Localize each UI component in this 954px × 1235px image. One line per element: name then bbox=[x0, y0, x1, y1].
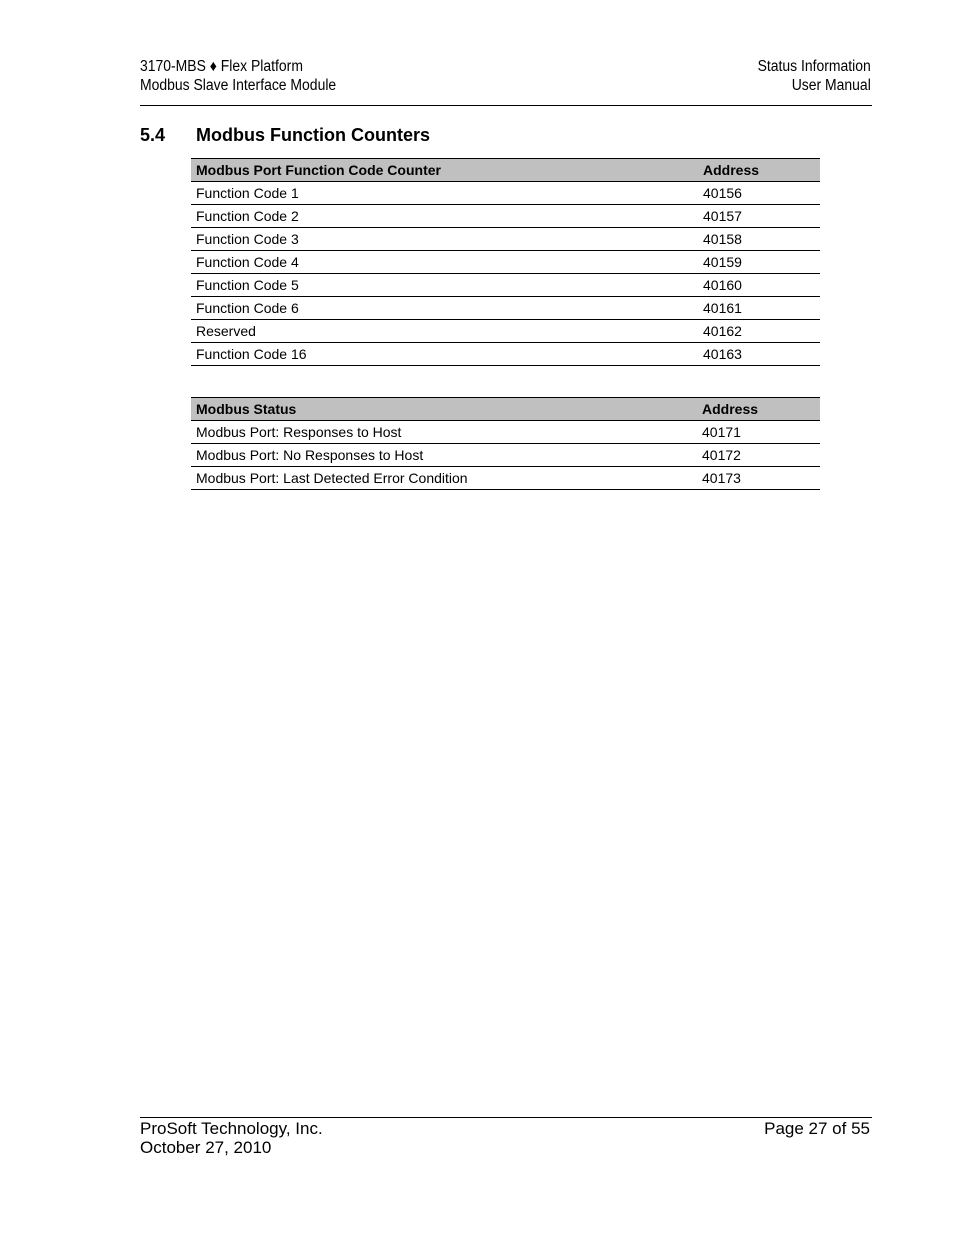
status-name: Modbus Port: Responses to Host bbox=[191, 421, 697, 444]
counter-address: 40161 bbox=[698, 297, 820, 320]
footer-divider bbox=[140, 1117, 872, 1118]
status-name: Modbus Port: No Responses to Host bbox=[191, 444, 697, 467]
column-header-address: Address bbox=[697, 398, 820, 421]
column-header-status: Modbus Status bbox=[191, 398, 697, 421]
table-header-row bbox=[191, 159, 820, 182]
function-code-counter-table bbox=[191, 158, 820, 366]
table-row bbox=[191, 421, 820, 444]
header-product: 3170-MBS ♦ Flex Platform bbox=[140, 58, 303, 75]
status-address: 40171 bbox=[697, 421, 820, 444]
header-right bbox=[758, 57, 871, 95]
header-chapter: Status Information bbox=[757, 58, 871, 75]
table-row bbox=[191, 228, 820, 251]
counter-name: Function Code 1 bbox=[191, 182, 698, 205]
counter-name: Function Code 6 bbox=[191, 297, 698, 320]
table-row bbox=[191, 297, 820, 320]
column-header-address: Address bbox=[698, 159, 820, 182]
counter-address: 40158 bbox=[698, 228, 820, 251]
section-number: 5.4 bbox=[140, 125, 166, 145]
footer-left bbox=[140, 1119, 323, 1157]
table-row bbox=[191, 467, 820, 490]
table-row bbox=[191, 343, 820, 366]
status-name: Modbus Port: Last Detected Error Condition bbox=[191, 467, 697, 490]
column-header-counter: Modbus Port Function Code Counter bbox=[191, 159, 698, 182]
counter-name: Function Code 4 bbox=[191, 251, 698, 274]
counter-address: 40163 bbox=[698, 343, 820, 366]
footer-right bbox=[764, 1119, 870, 1138]
page-number: Page 27 of 55 bbox=[764, 1119, 870, 1138]
table-row bbox=[191, 274, 820, 297]
counter-address: 40157 bbox=[698, 205, 820, 228]
header-manual: User Manual bbox=[791, 77, 871, 94]
counter-name: Function Code 16 bbox=[191, 343, 698, 366]
modbus-status-table bbox=[191, 397, 820, 490]
counter-address: 40156 bbox=[698, 182, 820, 205]
counter-name: Reserved bbox=[191, 320, 698, 343]
section-title: Modbus Function Counters bbox=[196, 125, 430, 145]
counter-address: 40162 bbox=[698, 320, 820, 343]
table-header-row bbox=[191, 398, 820, 421]
section-heading bbox=[140, 125, 430, 146]
header-divider bbox=[140, 105, 872, 106]
table-row bbox=[191, 444, 820, 467]
counter-name: Function Code 3 bbox=[191, 228, 698, 251]
counter-name: Function Code 2 bbox=[191, 205, 698, 228]
table-row bbox=[191, 205, 820, 228]
counter-address: 40159 bbox=[698, 251, 820, 274]
footer-company: ProSoft Technology, Inc. bbox=[140, 1119, 323, 1138]
header-module: Modbus Slave Interface Module bbox=[140, 77, 337, 94]
table-row bbox=[191, 182, 820, 205]
header-left bbox=[140, 57, 336, 95]
footer-date: October 27, 2010 bbox=[140, 1138, 272, 1157]
table-row bbox=[191, 251, 820, 274]
counter-address: 40160 bbox=[698, 274, 820, 297]
counter-name: Function Code 5 bbox=[191, 274, 698, 297]
table-row bbox=[191, 320, 820, 343]
status-address: 40172 bbox=[697, 444, 820, 467]
status-address: 40173 bbox=[697, 467, 820, 490]
